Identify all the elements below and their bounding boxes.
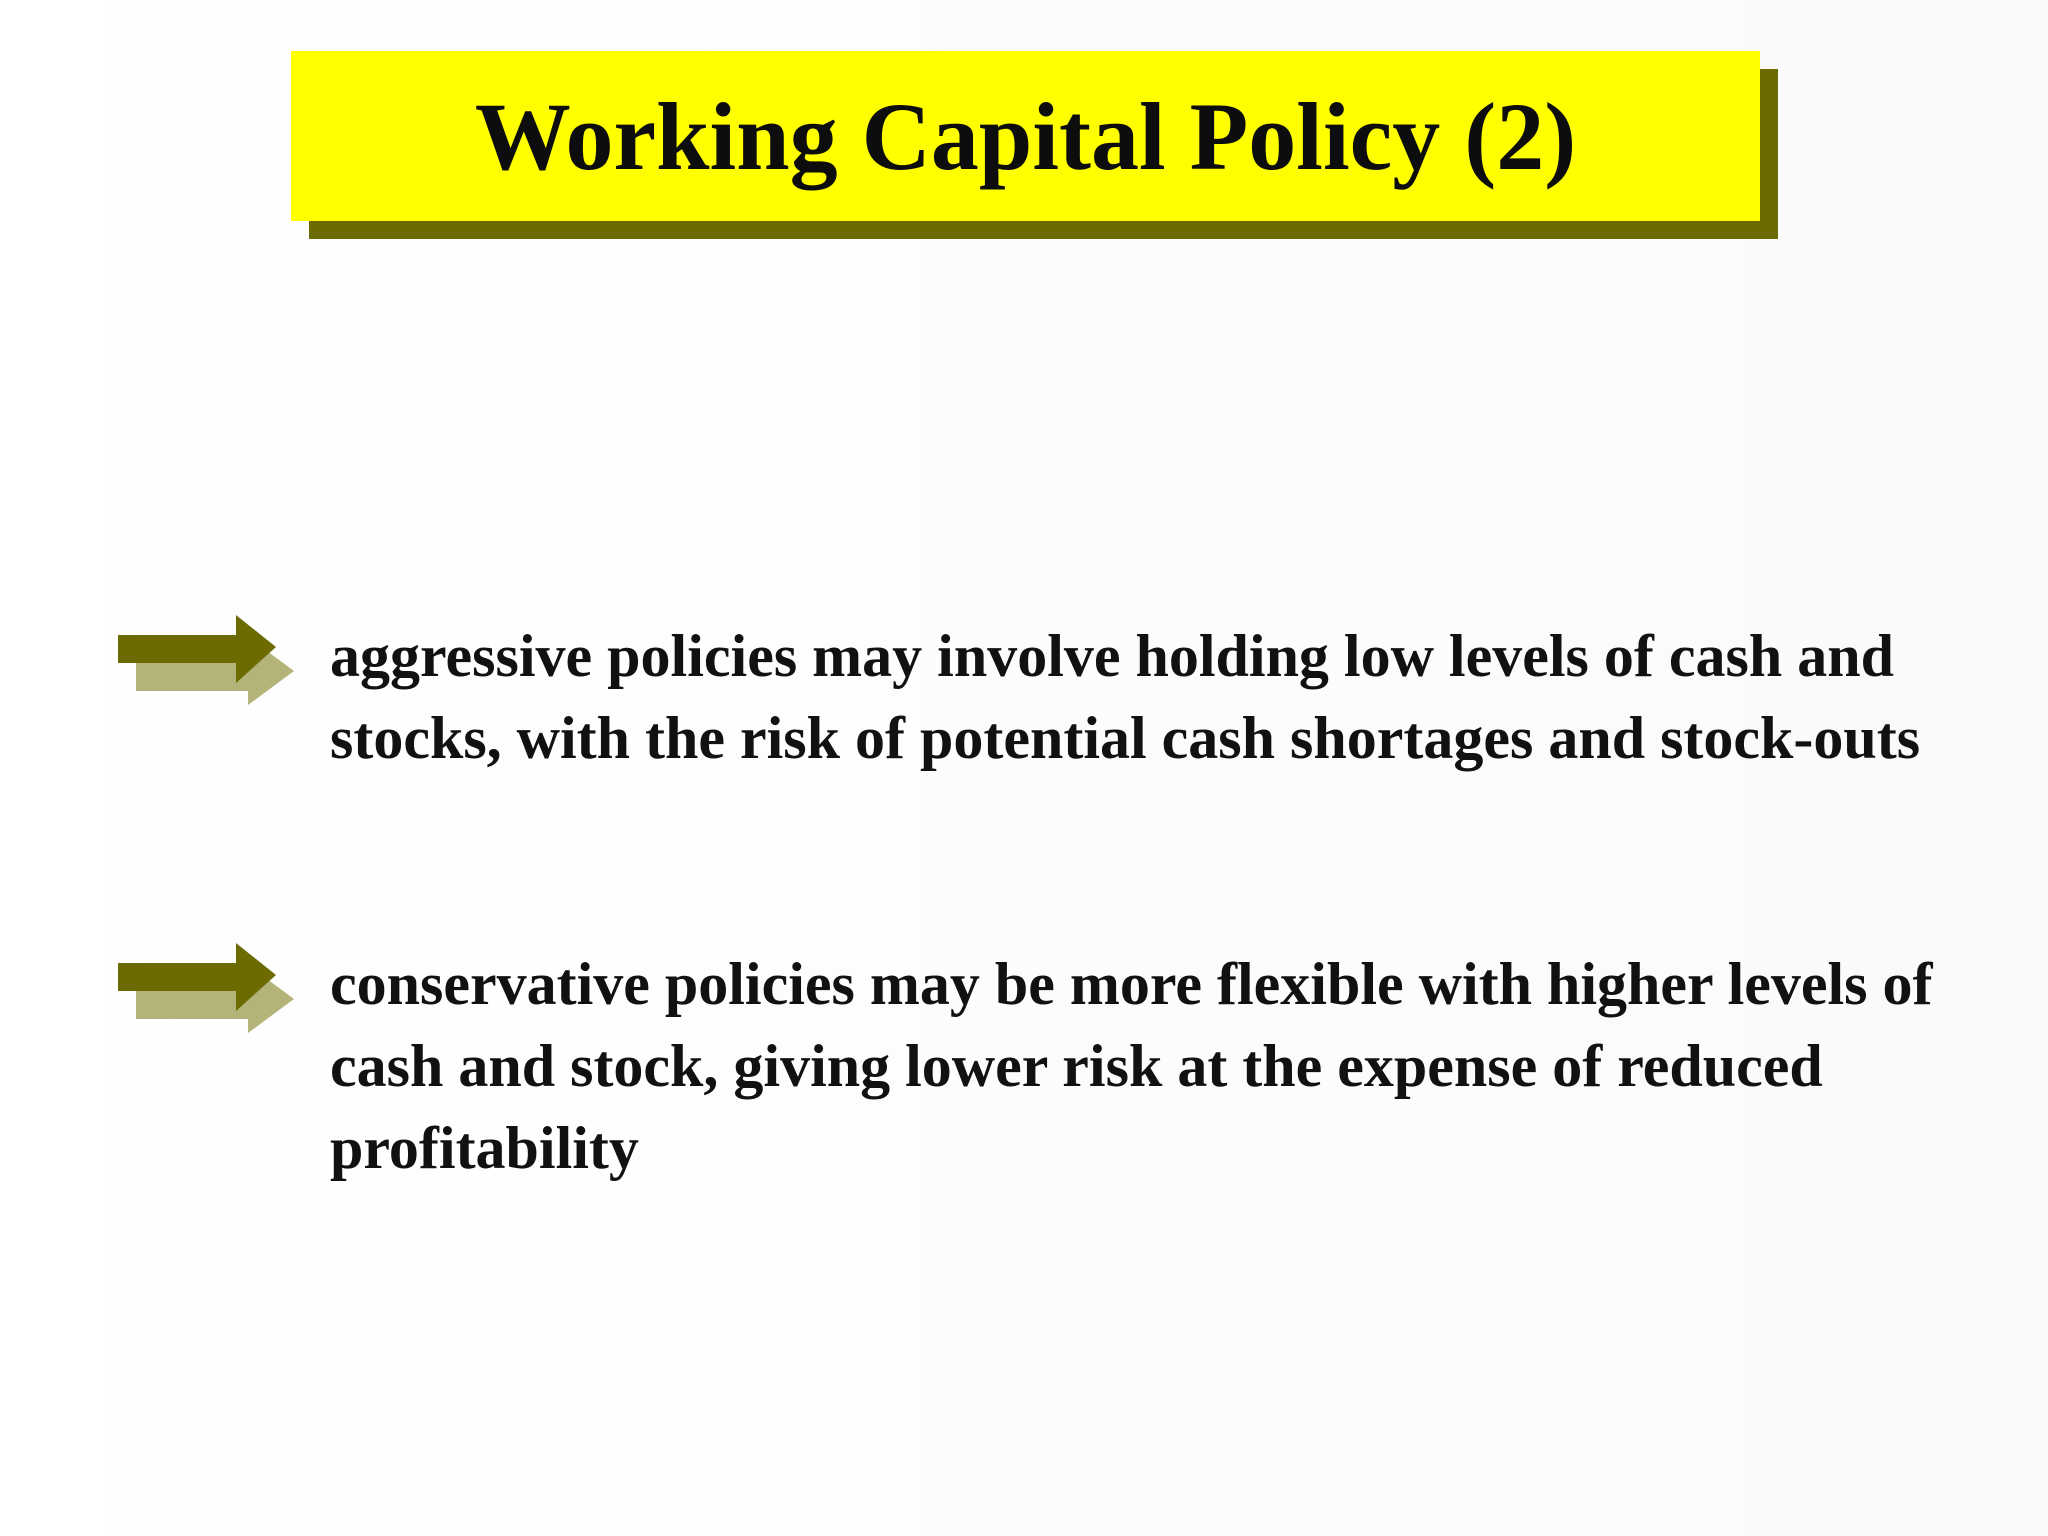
bullet-text: conservative policies may be more flexible with higher levels of cash and stock, giving lower risk at the expense of reduced profitability	[330, 951, 1933, 1181]
bullet-text: aggressive policies may involve holding low levels of cash and stocks, with the risk of potential cash shortages and stock-outs	[330, 623, 1921, 771]
title-box	[291, 51, 1760, 221]
slide-title: Working Capital Policy (2)	[474, 82, 1577, 190]
arrow-right-icon	[118, 943, 294, 1035]
arrow-right-icon	[118, 615, 294, 707]
